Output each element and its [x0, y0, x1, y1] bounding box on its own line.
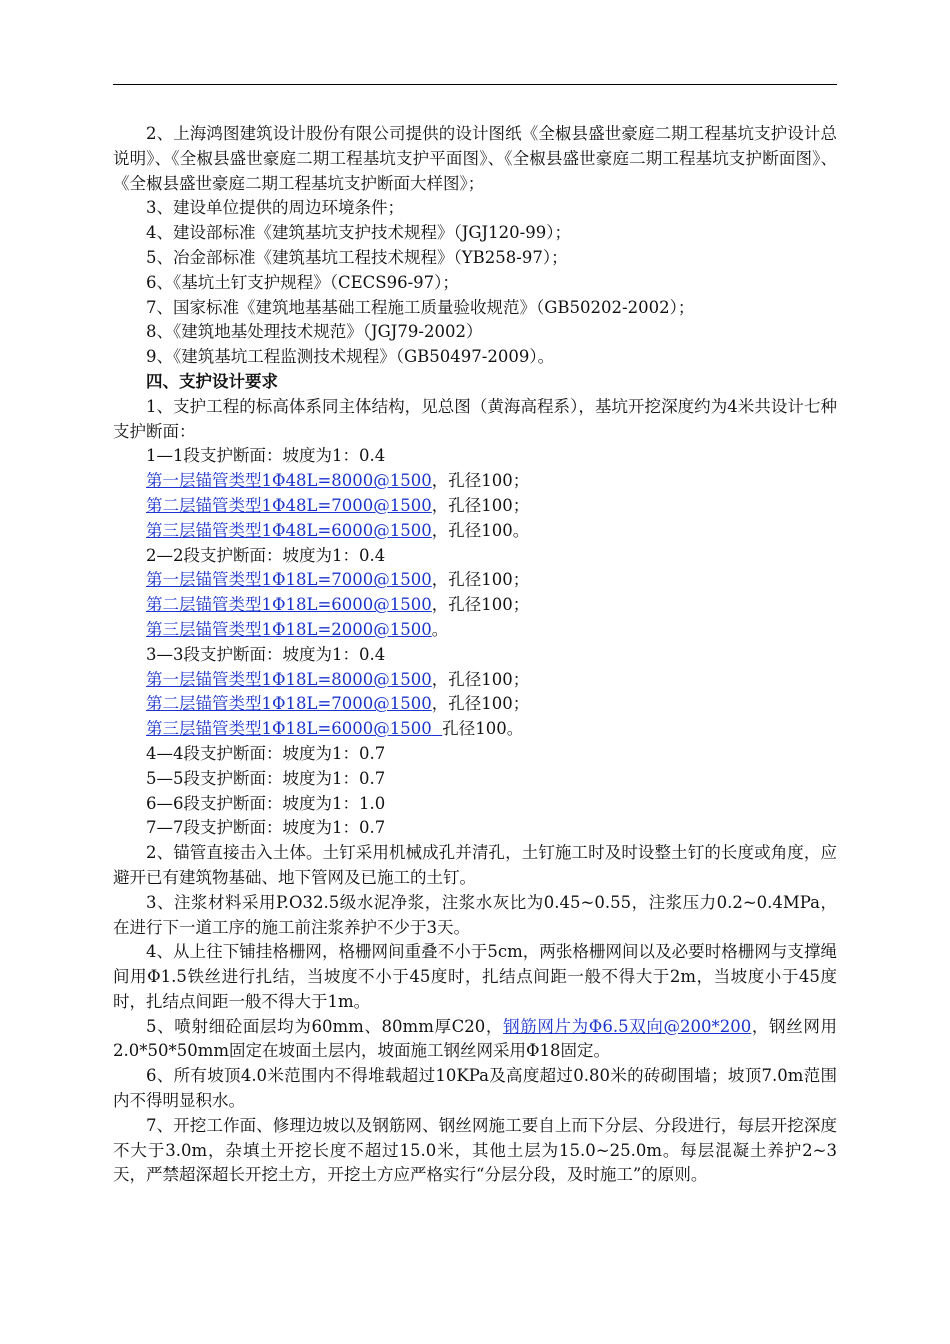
anchor-link[interactable]: 第三层锚管类型1Φ18L=2000@1500: [146, 619, 432, 639]
section-title: 2—2段支护断面：坡度为1：0.4: [146, 545, 386, 565]
anchor-row: [113, 717, 837, 742]
anchor-detail: 。: [431, 619, 449, 639]
section-heading: 四、支护设计要求: [146, 371, 278, 391]
anchor-row: [113, 568, 837, 593]
section-title: 4—4段支护断面：坡度为1：0.7: [146, 743, 386, 763]
requirement-5-text: 5、喷射细砼面层均为60mm、80mm厚C20，: [146, 1016, 504, 1036]
anchor-link[interactable]: 第三层锚管类型1Φ18L=6000@1500: [146, 719, 432, 739]
reference-item: 7、国家标准《建筑地基基础工程施工质量验收规范》（GB50202-2002）；: [146, 297, 695, 317]
reference-item: 2、上海鸿图建筑设计股份有限公司提供的设计图纸《全椒县盛世豪庭二期工程基坑支护设计总说明》、《全椒县盛世豪庭二期工程基坑支护平面图》、《全椒县盛世豪庭二期工程基坑支护断面图》、《全椒县盛世豪庭二期工程基坑支护断面大样图》；: [113, 124, 837, 193]
section-title: 6—6段支护断面：坡度为1：1.0: [146, 793, 386, 813]
anchor-detail: ，孔径100；: [431, 495, 530, 515]
anchor-link[interactable]: 第一层锚管类型1Φ48L=8000@1500: [146, 471, 432, 491]
anchor-row: [113, 494, 837, 519]
anchor-detail: ，孔径100；: [431, 694, 530, 714]
header-rule: [113, 84, 837, 85]
anchor-row: [113, 618, 837, 643]
section-title: 1—1段支护断面：坡度为1：0.4: [146, 446, 386, 466]
requirement-7: 7、开挖工作面、修理边坡以及钢筋网、钢丝网施工要自上而下分层、分段进行，每层开挖深度不大于3.0m，杂填土开挖长度不超过15.0米，其他土层为15.0~25.0m。每层混凝土养护2~3天，严禁超深超长开挖土方，开挖土方应严格实行“分层分段，及时施工”的原则。: [113, 1115, 837, 1185]
anchor-row: [113, 519, 837, 544]
anchor-row: [113, 469, 837, 494]
requirement-5-text: ，钢丝网用2.0*50*50mm固定在坡面土层内，坡面施工钢丝网采用Φ18固定。: [113, 1016, 837, 1061]
requirement-5: [113, 1015, 837, 1065]
section-title: 7—7段支护断面：坡度为1：0.7: [146, 818, 386, 838]
anchor-detail: ，孔径100；: [431, 570, 530, 590]
anchor-link[interactable]: 第二层锚管类型1Φ18L=7000@1500: [146, 694, 432, 714]
anchor-link[interactable]: 第二层锚管类型1Φ18L=6000@1500: [146, 595, 432, 615]
requirement-2: 2、锚管直接击入土体。土钉采用机械成孔并清孔，土钉施工时及时设整土钉的长度或角度，应避开已有建筑物基础、地下管网及已施工的土钉。: [113, 843, 837, 887]
anchor-link[interactable]: 第三层锚管类型1Φ48L=6000@1500: [146, 520, 432, 540]
anchor-detail: ，孔径100；: [431, 669, 530, 689]
requirement-4: 4、从上往下铺挂格栅网，格栅网间重叠不小于5cm，两张格栅网间以及必要时格栅网与支撑绳间用Φ1.5铁丝进行扎结，当坡度不小于45度时，扎结点间距一般不得大于2m，当坡度小于45度时，扎结点间距一般不得大于1m。: [113, 942, 837, 1011]
reference-item: 5、冶金部标准《建筑基坑工程技术规程》（YB258-97）；: [146, 247, 568, 267]
anchor-detail: 孔径100。: [442, 719, 524, 739]
anchor-detail: ，孔径100；: [431, 595, 530, 615]
reference-item: 8、《建筑地基处理技术规范》（JGJ79-2002）: [146, 322, 483, 342]
section-title: 5—5段支护断面：坡度为1：0.7: [146, 768, 386, 788]
anchor-link[interactable]: 第一层锚管类型1Φ18L=7000@1500: [146, 570, 432, 590]
document-body: [113, 122, 837, 1188]
anchor-link[interactable]: 第二层锚管类型1Φ48L=7000@1500: [146, 495, 432, 515]
anchor-row: [113, 668, 837, 693]
anchor-detail: ，孔径100；: [431, 471, 530, 491]
anchor-row: [113, 692, 837, 717]
requirement-3: 3、注浆材料采用P.O32.5级水泥净浆，注浆水灰比为0.45~0.55，注浆压力0.2~0.4MPa，在进行下一道工序的施工前注浆养护不少于3天。: [113, 892, 837, 937]
requirement-1: 1、支护工程的标高体系同主体结构，见总图（黄海高程系），基坑开挖深度约为4米共设计七种支护断面：: [113, 396, 837, 441]
requirement-6: 6、所有坡顶4.0米范围内不得堆载超过10KPa及高度超过0.80米的砖砌围墙；坡顶7.0m范围内不得明显积水。: [113, 1066, 837, 1111]
anchor-detail: ，孔径100。: [431, 520, 530, 540]
reference-item: 9、《建筑基坑工程监测技术规程》（GB50497-2009）。: [146, 347, 555, 367]
rebar-mesh-link[interactable]: 钢筋网片为Φ6.5双向@200*200: [503, 1016, 752, 1036]
section-title: 3—3段支护断面：坡度为1：0.4: [146, 644, 386, 664]
reference-item: 6、《基坑土钉支护规程》（CECS96-97）；: [146, 272, 459, 292]
anchor-row: [113, 593, 837, 618]
reference-item: 3、建设单位提供的周边环境条件；: [146, 198, 404, 218]
anchor-link[interactable]: 第一层锚管类型1Φ18L=8000@1500: [146, 669, 432, 689]
underline-gap: [432, 719, 443, 738]
reference-item: 4、建设部标准《建筑基坑支护技术规程》（JGJ120-99）；: [146, 223, 571, 243]
